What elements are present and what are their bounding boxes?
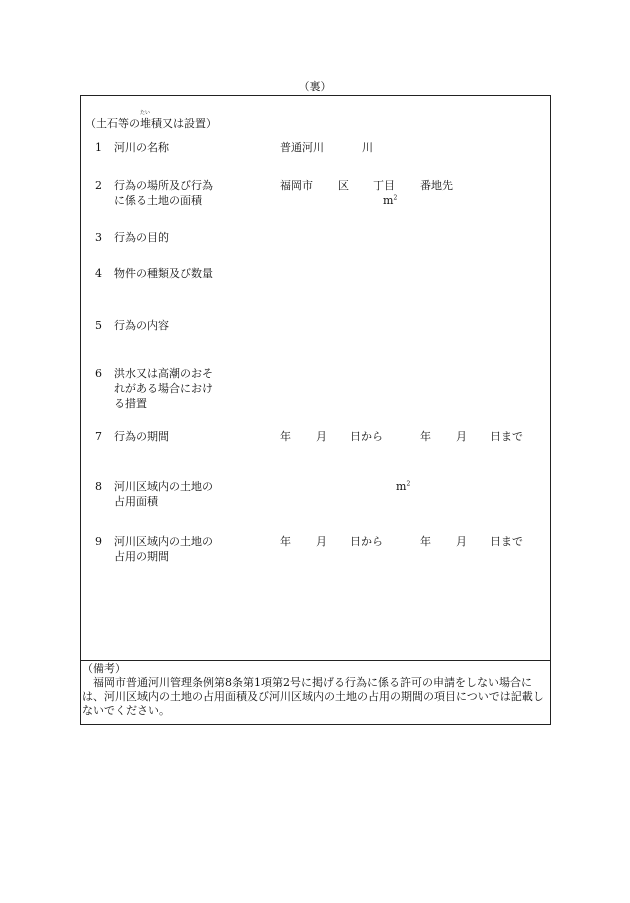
section-heading-suffix: 積又は設置） (151, 117, 217, 130)
river-suffix: 川 (362, 141, 373, 154)
item-5-label: 行為の内容 (114, 319, 169, 332)
item-8-label-line2: 占用面積 (114, 495, 158, 508)
remarks-heading: （備考） (82, 662, 126, 675)
item-4-label: 物件の種類及び数量 (114, 267, 213, 280)
ruby-base (140, 110, 151, 131)
ruby-char: 堆 (140, 117, 151, 130)
item-2-label-line1: 行為の場所及び行為 (114, 179, 213, 192)
period-to-month: 月 (456, 430, 467, 443)
item-6-label-line3: る措置 (114, 397, 147, 410)
item-7-number: 7 (95, 430, 102, 443)
item-6-label-line2: れがある場合におけ (114, 382, 213, 395)
period-to-day: 日まで (490, 430, 523, 443)
occupancy-from-year: 年 (280, 535, 291, 548)
item-8-label-line1: 河川区域内の土地の (114, 480, 213, 493)
item-1-number: 1 (95, 141, 102, 154)
period-from-day: 日から (350, 430, 383, 443)
occupancy-to-month: 月 (456, 535, 467, 548)
place-chome: 丁目 (373, 179, 395, 192)
item-2-number: 2 (95, 179, 102, 192)
item-4-number: 4 (95, 267, 102, 280)
item-3-label: 行為の目的 (114, 231, 169, 244)
item-2-area-unit (383, 194, 397, 208)
remarks-body: 福岡市普通河川管理条例第8条第1項第2号に掲げる行為に係る許可の申請をしない場合には、河川区域内の土地の占用面積及び河川区域内の土地の占用の期間の項目についでは記載しないでください。 (82, 676, 544, 717)
occupancy-from-day: 日から (350, 535, 383, 548)
remarks-divider (80, 660, 551, 661)
item-3-number: 3 (95, 231, 102, 244)
area-unit-sup: 2 (393, 194, 398, 202)
area-unit-m: m (383, 194, 394, 207)
place-banchi: 番地先 (420, 179, 453, 192)
period-from-year: 年 (280, 430, 291, 443)
occupancy-to-day: 日まで (490, 535, 523, 548)
item-7-label: 行為の期間 (114, 430, 169, 443)
item-6-label-line1: 洪水又は高潮のおそ (114, 367, 213, 380)
section-heading (85, 110, 217, 131)
item-6-number: 6 (95, 367, 102, 380)
item-9-label-line1: 河川区域内の土地の (114, 535, 213, 548)
area-unit-sup: 2 (406, 480, 411, 488)
item-8-area-unit (396, 480, 410, 494)
ruby-annotation: たい (140, 110, 151, 116)
place-ward: 区 (338, 179, 349, 192)
item-8-number: 8 (95, 480, 102, 493)
occupancy-to-year: 年 (420, 535, 431, 548)
period-to-year: 年 (420, 430, 431, 443)
area-unit-m: m (396, 480, 407, 493)
place-city: 福岡市 (280, 179, 313, 192)
item-9-label-line2: 占用の期間 (114, 550, 169, 563)
item-1-label: 河川の名称 (114, 141, 169, 154)
item-9-number: 9 (95, 535, 102, 548)
page-side-label: （裏） (298, 80, 332, 93)
occupancy-from-month: 月 (316, 535, 327, 548)
item-2-label-line2: に係る土地の面積 (114, 194, 202, 207)
river-kind: 普通河川 (280, 141, 324, 154)
period-from-month: 月 (316, 430, 327, 443)
section-heading-prefix: （土石等の (85, 117, 140, 130)
item-5-number: 5 (95, 319, 102, 332)
